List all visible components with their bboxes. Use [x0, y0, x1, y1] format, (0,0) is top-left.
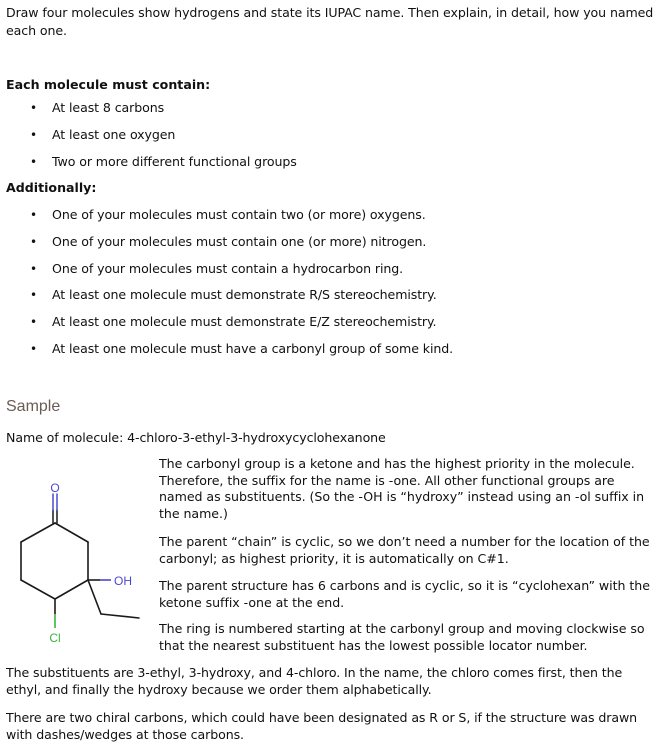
explanation-paragraph: The parent “chain” is cyclic, so we don’t need a number for the location of the carbonyl; as highest priority, it is automatically on C#1.: [159, 534, 650, 566]
molecule-name-line: Name of molecule: 4-chloro-3-ethyl-3-hydroxycyclohexanone: [6, 430, 386, 445]
list-item: [0, 286, 560, 313]
hydroxyl-label: OH: [114, 574, 132, 588]
explanation-paragraph: The substituents are 3-ethyl, 3-hydroxy, and 4-chloro. In the name, the chloro comes first, then the ethyl, and finally the hydroxy because we order them alphabetically.: [6, 665, 623, 697]
list-item-text: At least 8 carbons: [52, 100, 165, 115]
list-item-text: At least one molecule must have a carbonyl group of some kind.: [52, 340, 454, 356]
explanation-paragraph: The parent structure has 6 carbons and is cyclic, so it is “cyclohexan” with the ketone suffix -one at the end.: [159, 578, 650, 610]
ring-bond: [55, 523, 88, 542]
list-item: [0, 153, 560, 180]
bullet-icon: •: [30, 261, 37, 276]
oxygen-label: O: [50, 481, 60, 495]
list-item: [0, 126, 560, 153]
list-item: [0, 340, 560, 367]
ring-bond: [21, 523, 55, 542]
ethyl-bond: [101, 614, 139, 618]
explanation-paragraph: The carbonyl group is a ketone and has the highest priority in the molecule. Therefore, the suffix for the name is -one. All other functional groups are named as substituents. (So the -OH is “hydroxy” instead using an -ol suffix in the name.): [159, 456, 645, 521]
bullet-icon: •: [30, 341, 37, 356]
requirements-heading: Each molecule must contain:: [6, 77, 211, 92]
list-item: [0, 313, 560, 340]
list-item: [0, 260, 560, 287]
bullet-icon: •: [30, 288, 37, 303]
bullet-icon: •: [30, 208, 37, 222]
chlorine-label: Cl: [49, 631, 61, 645]
bullet-icon: •: [30, 101, 37, 115]
bullet-icon: •: [30, 154, 37, 169]
additionally-heading: Additionally:: [6, 180, 97, 195]
bullet-icon: •: [30, 315, 37, 330]
list-item: [0, 206, 560, 233]
requirements-list: [0, 99, 560, 179]
molecule-structure-diagram: [0, 470, 155, 655]
sample-title: Sample: [6, 398, 61, 415]
list-item-text: At least one molecule must demonstrate E/Z stereochemistry.: [52, 314, 437, 330]
ethyl-bond: [88, 580, 101, 614]
list-item-text: One of your molecules must contain a hydrocarbon ring.: [52, 260, 404, 276]
list-item-text: At least one molecule must demonstrate R/S stereochemistry.: [52, 287, 437, 303]
additional-requirements-list: [0, 206, 560, 367]
explanation-paragraph: The ring is numbered starting at the carbonyl group and moving clockwise so that the nearest substituent has the lowest possible locator number.: [159, 621, 645, 653]
ring-bond: [21, 580, 55, 599]
list-item: [0, 233, 560, 260]
bullet-icon: •: [30, 127, 37, 142]
list-item-text: At least one oxygen: [52, 126, 176, 142]
list-item-text: One of your molecules must contain two (or more) oxygens.: [52, 207, 426, 222]
ring-bond: [55, 580, 88, 599]
assignment-intro: Draw four molecules show hydrogens and state its IUPAC name. Then explain, in detail, how you named each one.: [6, 5, 654, 38]
list-item-text: One of your molecules must contain one (or more) nitrogen.: [52, 233, 427, 249]
list-item-text: Two or more different functional groups: [52, 153, 297, 169]
explanation-paragraph: There are two chiral carbons, which could have been designated as R or S, if the structure was drawn with dashes/wedges at those carbons.: [6, 710, 638, 742]
list-item: [0, 99, 560, 126]
bullet-icon: •: [30, 234, 37, 249]
